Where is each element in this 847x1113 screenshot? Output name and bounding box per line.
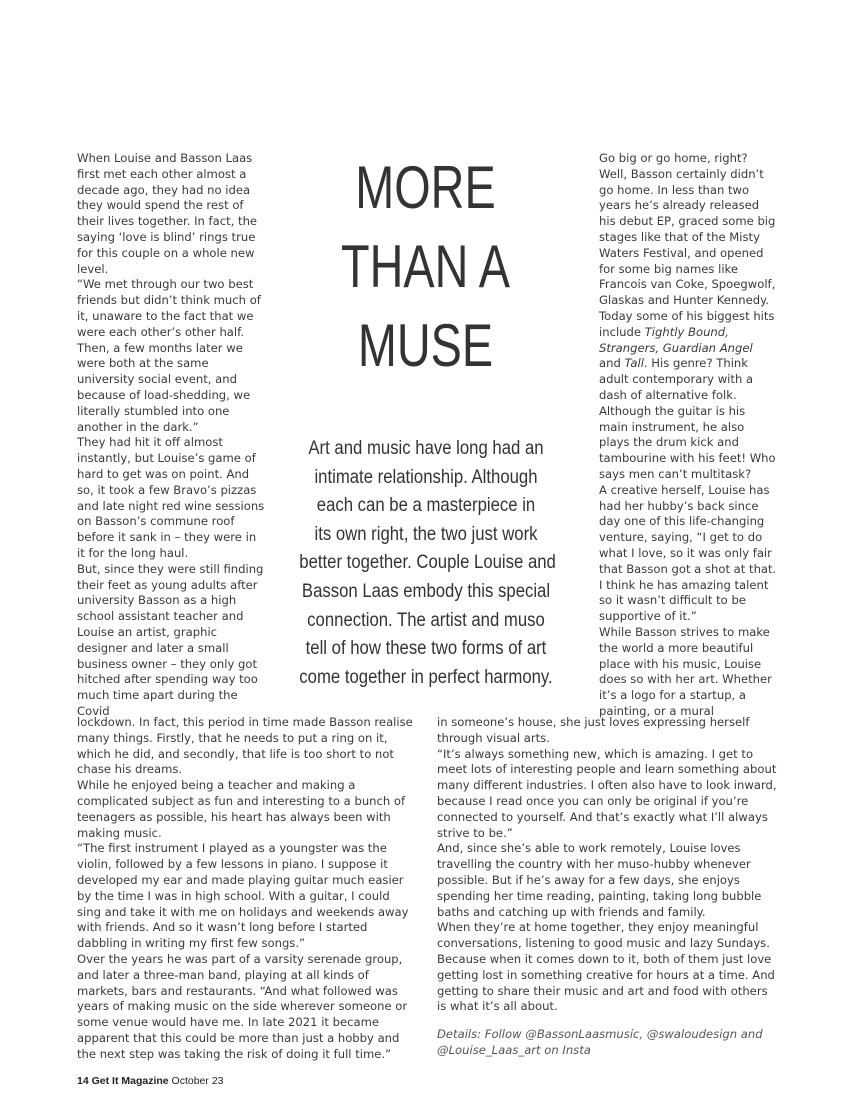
magazine-name: Get It Magazine — [91, 1075, 169, 1087]
details-credit: Details: Follow @BassonLaasmusic, @swaloudesign and @Louise_Laas_art on Insta — [437, 1027, 763, 1057]
body-paragraph: lockdown. In fact, this period in time made Basson realise many things. Firstly, that he needs to put a ring on it, which he did, and secondly, that life is too short to not chase his dreams. — [77, 715, 413, 777]
song-title: Tall — [624, 356, 644, 371]
body-paragraph: When Louise and Basson Laas first met each other almost a decade ago, they had no idea they would spend the rest of their lives together. In fact, the saying ‘love is blind’ rings true for this couple on a whole new level. — [77, 151, 258, 276]
body-paragraph: When they’re at home together, they enjoy meaningful conversations, listening to good music and lazy Sundays. Because when it comes down to it, both of them just love getting lost in something creative for hours at a time. And getting to share their music and art and food with others is what it’s all about. — [437, 920, 775, 1014]
body-paragraph: But, since they were still finding their feet as young adults after university Basson as a high school assistant teacher and Louise an artist, graphic designer and later a small business owner – they only got hitched after spending way too much time apart during the Covid — [77, 561, 264, 718]
body-paragraph: in someone’s house, she just loves expressing herself through visual arts. — [437, 715, 750, 745]
standfirst-line: Basson Laas embody this special — [301, 580, 551, 602]
bottom-right-column — [437, 715, 777, 1059]
page-number: 14 — [77, 1075, 89, 1087]
headline-line: MUSE — [357, 312, 494, 379]
standfirst-line: Art and music have long had an — [308, 438, 544, 459]
body-paragraph: Over the years he was part of a varsity serenade group, and later a three-man band, playing at all kinds of markets, bars and restaurants. “And what followed was years of making music on the side wherever someone or some venue would have me. In late 2021 it became apparent that this could be more than just a hobby and the next step was taking the risk of doing it full time.” — [77, 951, 408, 1061]
right-column — [599, 151, 777, 720]
standfirst — [299, 435, 556, 692]
standfirst-line: intimate relationship. Although — [314, 466, 538, 488]
body-paragraph: “It’s always something new, which is amazing. I get to meet lots of interesting people and learn something about many different industries. I often also have to look inward, because I read once you can only be original if you’re connected to yourself. And that’s exactly what I’ll always strive to be.” — [437, 746, 777, 840]
standfirst-line: its own right, the two just work — [314, 523, 538, 545]
text-run: . His genre? Think adult contemporary with a dash of alternative folk. Although the guitar is his main instrument, he also plays the drum kick and tambourine with his feet! Who says men can’t multitask? — [599, 356, 776, 481]
body-paragraph: While Basson strives to make the world a more beautiful place with his music, Louise does so with her art. Whether it’s a logo for a startup, a painting, or a mural — [599, 624, 772, 718]
standfirst-line: better together. Couple Louise and — [299, 552, 556, 574]
standfirst-line: come together in perfect harmony. — [299, 666, 553, 688]
body-paragraph — [599, 151, 777, 483]
body-paragraph: While he enjoyed being a teacher and making a complicated subject as fun and interesting to a bunch of teenagers as possible, his heart has always been with making music. — [77, 778, 406, 840]
issue-date: October 23 — [171, 1075, 224, 1087]
bottom-left-column — [77, 715, 417, 1063]
text-run: and — [599, 356, 625, 371]
body-paragraph: They had hit it off almost instantly, but Louise’s game of hard to get was on point. And so, it took a few Bravo’s pizzas and late night red wine sessions on Basson’s commune roof before it sank in – they were in it for the long haul. — [77, 435, 265, 560]
headline-line: THAN A — [340, 233, 511, 300]
page-footer — [77, 1075, 224, 1087]
text-run: Go big or go home, right? Well, Basson certainly didn’t go home. In less than two years he’s already released his debut EP, graced some big stages like that of the Misty Waters Festival, and opened for some big names like Francois van Coke, Spoegwolf, Glaskas and Hunter Kennedy. Today some of his biggest hits include — [599, 151, 776, 339]
headline-line: MORE — [355, 154, 496, 221]
left-column — [77, 151, 267, 720]
standfirst-line: tell of how these two forms of art — [305, 638, 547, 660]
body-paragraph: “We met through our two best friends but didn’t think much of it, unaware to the fact that we were each other’s other half. Then, a few months later we were both at the same university social event, and because of load-shedding, we literally stumbled into one another in the dark.” — [77, 277, 261, 434]
headline — [318, 148, 533, 385]
standfirst-line: connection. The artist and muso — [307, 609, 545, 631]
body-paragraph: A creative herself, Louise has had her hubby’s back since day one of this life-changing venture, saying, “I get to do what I love, so it was only fair that Basson got a shot at that. I think he has amazing talent so it wasn’t difficult to be supportive of it.” — [599, 482, 777, 624]
body-paragraph: “The first instrument I played as a youngster was the violin, followed by a few lessons in piano. I suppose it developed my ear and made playing guitar much easier by the time I was in high school. With a guitar, I could sing and take it with me on holidays and weekends away with friends. And so it wasn’t long before I started dabbling in writing my first few songs.” — [77, 841, 409, 951]
song-titles: Tightly Bound, Strangers, Guardian Angel — [599, 324, 753, 355]
body-paragraph: And, since she’s able to work remotely, Louise loves travelling the country with her muso-hubby whenever possible. But if he’s away for a few days, she enjoys spending her time reading, painting, taking long bubble baths and catching up with friends and family. — [437, 841, 762, 919]
standfirst-line: each can be a masterpiece in — [316, 495, 536, 517]
